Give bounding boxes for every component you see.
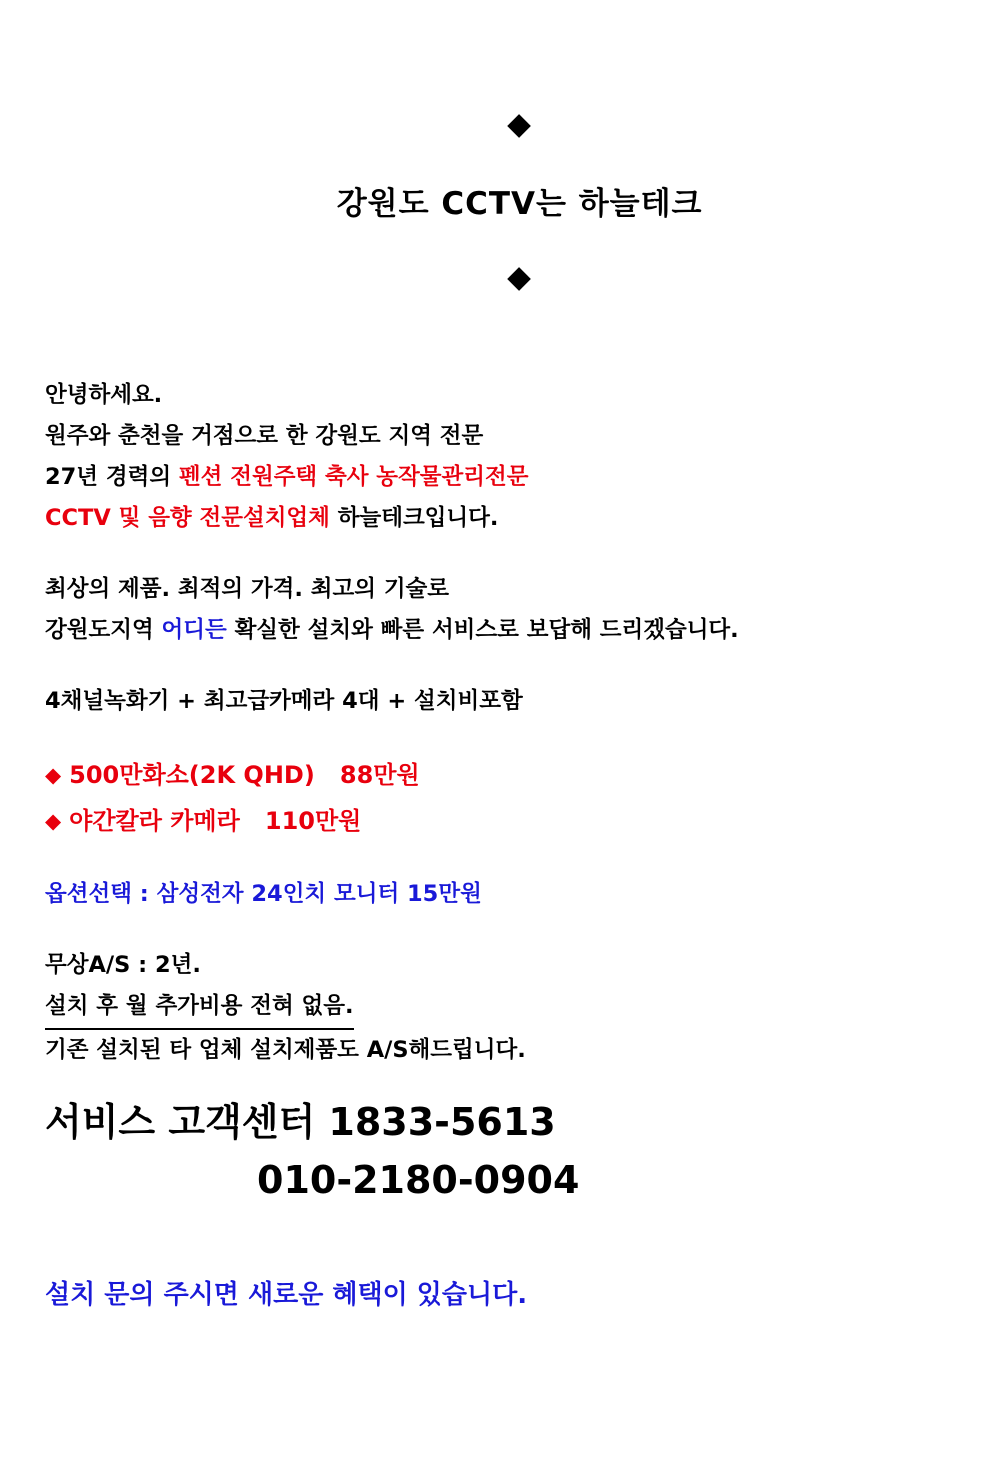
diamond-bullet-icon: ◆: [45, 809, 62, 833]
title-left-diamond-icon: ◆: [507, 106, 532, 142]
spacer: [45, 651, 952, 681]
intro-line-3-prefix: 27년 경력의: [45, 464, 179, 490]
package-line: 4채널녹화기 + 최고급카메라 4대 + 설치비포함: [45, 688, 523, 714]
pitch-line-2-suffix: 확실한 설치와 빠른 서비스로 보답해 드리겠습니다.: [226, 617, 739, 643]
price-item-2-label: 야간칼라 카메라: [69, 807, 240, 835]
price-item-1: [45, 752, 952, 798]
service-center-line: [45, 1093, 952, 1151]
price-item-1-price: 88만원: [339, 761, 420, 789]
service-line-2-underlined: 설치 후 월 추가비용 전혀 없음.: [45, 986, 354, 1030]
footer-line: 설치 문의 주시면 새로운 혜택이 있습니다.: [45, 1280, 528, 1310]
spacer: [45, 722, 952, 752]
service-line-1: 무상A/S : 2년.: [45, 952, 201, 978]
spacer: [45, 539, 952, 569]
intro-line-1: 안녕하세요.: [45, 382, 163, 408]
intro-line-4: [45, 498, 952, 539]
spacer: [45, 844, 952, 874]
title-text: 강원도 CCTV는 하늘테크: [336, 186, 703, 222]
price-item-2: [45, 798, 952, 844]
mobile-number-line: 010-2180-0904: [257, 1158, 580, 1202]
spacer: [45, 1071, 952, 1093]
intro-line-4-suffix: 하늘테크입니다.: [329, 505, 499, 531]
page-title: [0, 70, 992, 331]
service-line-3: 기존 설치된 타 업체 설치제품도 A/S해드립니다.: [45, 1037, 526, 1063]
service-center-label: 서비스 고객센터: [45, 1100, 316, 1144]
intro-line-4-highlight: CCTV 및 음향 전문설치업체: [45, 505, 330, 531]
intro-line-3: [45, 457, 952, 498]
pitch-line-1: 최상의 제품. 최적의 가격. 최고의 기술로: [45, 576, 450, 602]
pitch-line-2: [45, 610, 952, 651]
title-right-diamond-icon: ◆: [507, 259, 532, 295]
service-line-2: [45, 986, 952, 1030]
option-line: 옵션선택 : 삼성전자 24인치 모니터 15만원: [45, 881, 482, 907]
pitch-line-2-highlight: 어디든: [161, 617, 227, 643]
pitch-line-2-prefix: 강원도지역: [45, 617, 162, 643]
service-center-number: 1833-5613: [328, 1100, 556, 1144]
spacer: [45, 915, 952, 945]
price-item-2-price: 110만원: [264, 807, 362, 835]
spacer: [45, 331, 952, 375]
document-page: [0, 70, 992, 1473]
intro-line-2: 원주와 춘천을 거점으로 한 강원도 지역 전문: [45, 423, 484, 449]
price-item-1-label: 500만화소(2K QHD): [69, 761, 315, 789]
document-body: [45, 331, 952, 1315]
intro-line-3-highlight: 펜션 전원주택 축사 농작물관리전문: [178, 464, 529, 490]
diamond-bullet-icon: ◆: [45, 763, 62, 787]
